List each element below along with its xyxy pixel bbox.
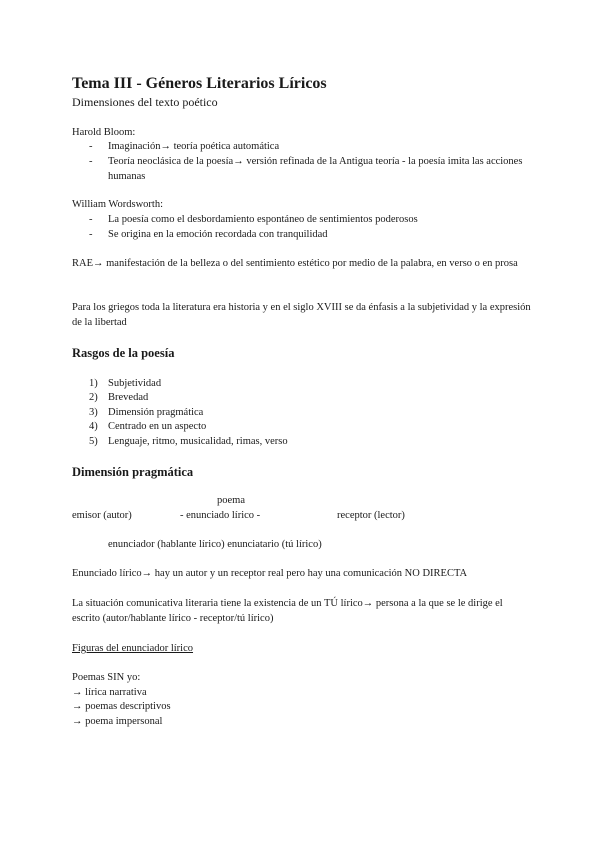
emisor-label: emisor (autor) <box>72 510 132 521</box>
bullet-dash: - <box>89 229 93 240</box>
poemas-sin-yo-item: → lírica narrativa <box>72 687 147 698</box>
bullet-dash: - <box>89 141 93 152</box>
page-title: Tema III - Géneros Literarios Líricos <box>72 75 327 92</box>
enunciado-label: - enunciado lírico - <box>180 510 261 521</box>
wordsworth-heading: William Wordsworth: <box>72 199 163 210</box>
enunciador-line: enunciador (hablante lírico) enunciatario (tú lírico) <box>108 539 322 550</box>
list-number: 1) <box>89 378 98 389</box>
list-number: 2) <box>89 392 98 403</box>
list-number: 5) <box>89 436 98 447</box>
rasgos-heading: Rasgos de la poesía <box>72 346 175 360</box>
poemas-sin-yo-item: → poema impersonal <box>72 716 163 727</box>
bloom-heading: Harold Bloom: <box>72 127 136 138</box>
rasgos-item: Dimensión pragmática <box>108 407 204 418</box>
rasgos-item: Lenguaje, ritmo, musicalidad, rimas, verso <box>108 436 288 447</box>
bloom-item: Imaginación→ teoría poética automática <box>108 141 280 152</box>
poemas-sin-yo-heading: Poemas SIN yo: <box>72 672 141 683</box>
bullet-dash: - <box>89 214 93 225</box>
griegos-paragraph: Para los griegos toda la literatura era historia y en el siglo XVIII se da énfasis a la subjetividad y la expresión de la libertad <box>72 302 531 328</box>
wordsworth-item: Se origina en la emoción recordada con tranquilidad <box>108 229 328 240</box>
pragmatica-heading: Dimensión pragmática <box>72 465 194 479</box>
wordsworth-item: La poesía como el desbordamiento espontáneo de sentimientos poderosos <box>108 214 418 225</box>
situacion-paragraph: La situación comunicativa literaria tiene la existencia de un TÚ lírico→ persona a la que se le dirige el escrito (autor/hablante lírico - receptor/tú lírico) <box>72 598 503 624</box>
rasgos-item: Centrado en un aspecto <box>108 421 207 432</box>
poemas-sin-yo-item: → poemas descriptivos <box>72 701 171 712</box>
bloom-item: Teoría neoclásica de la poesía→ versión refinada de la Antigua teoría - la poesía imita las acciones humanas <box>108 156 523 182</box>
poema-label: poema <box>217 495 245 506</box>
bullet-dash: - <box>89 156 93 167</box>
page-subtitle: Dimensiones del texto poético <box>72 95 218 109</box>
enunciado-lirico-paragraph: Enunciado lírico→ hay un autor y un receptor real pero hay una comunicación NO DIRECTA <box>72 568 468 579</box>
rasgos-item: Subjetividad <box>108 378 162 389</box>
receptor-label: receptor (lector) <box>337 510 405 521</box>
list-number: 4) <box>89 421 98 432</box>
list-number: 3) <box>89 407 98 418</box>
rae-paragraph: RAE→ manifestación de la belleza o del sentimiento estético por medio de la palabra, en verso o en prosa <box>72 258 518 269</box>
rasgos-item: Brevedad <box>108 392 149 403</box>
figuras-heading: Figuras del enunciador lírico <box>72 643 194 654</box>
